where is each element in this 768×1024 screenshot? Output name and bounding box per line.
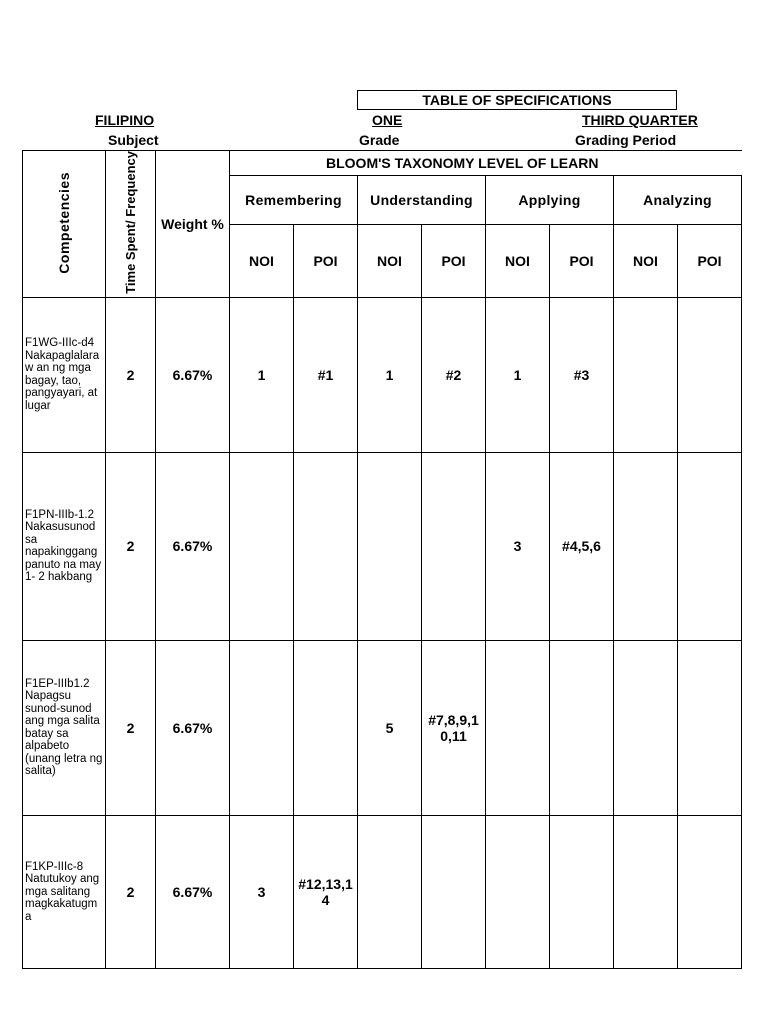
competency-cell: F1KP-IIIc-8 Natutukoy ang mga salitang magkakatugm a bbox=[23, 815, 106, 968]
poi-header: POI bbox=[294, 225, 358, 298]
understanding-noi-cell: 1 bbox=[358, 297, 422, 452]
analyzing-poi-cell bbox=[678, 640, 742, 815]
noi-header: NOI bbox=[230, 225, 294, 298]
time-cell: 2 bbox=[106, 815, 156, 968]
weight-cell: 6.67% bbox=[156, 815, 230, 968]
poi-header: POI bbox=[550, 225, 614, 298]
remembering-poi-cell: #12,13,1 4 bbox=[294, 815, 358, 968]
weight-cell: 6.67% bbox=[156, 452, 230, 640]
applying-poi-cell bbox=[550, 640, 614, 815]
level-understanding: Understanding bbox=[358, 176, 486, 225]
time-spent-header: Time Spent/ Frequency bbox=[122, 151, 138, 294]
time-header-cell bbox=[106, 151, 156, 298]
document-title: TABLE OF SPECIFICATIONS bbox=[357, 90, 677, 110]
noi-header: NOI bbox=[614, 225, 678, 298]
table-row bbox=[23, 452, 742, 640]
applying-noi-cell: 1 bbox=[486, 297, 550, 452]
noi-header: NOI bbox=[358, 225, 422, 298]
level-applying: Applying bbox=[486, 176, 614, 225]
grading-period-value: THIRD QUARTER bbox=[582, 112, 698, 128]
remembering-poi-cell: #1 bbox=[294, 297, 358, 452]
subject-value: FILIPINO bbox=[95, 112, 155, 128]
specifications-table bbox=[22, 150, 742, 969]
applying-poi-cell: #4,5,6 bbox=[550, 452, 614, 640]
understanding-noi-cell bbox=[358, 815, 422, 968]
remembering-noi-cell: 1 bbox=[230, 297, 294, 452]
understanding-poi-cell bbox=[422, 815, 486, 968]
time-cell: 2 bbox=[106, 640, 156, 815]
remembering-noi-cell bbox=[230, 640, 294, 815]
level-remembering: Remembering bbox=[230, 176, 358, 225]
competency-cell: F1WG-IIIc-d4 Nakapaglalara w an ng mga bagay, tao, pangyayari, at lugar bbox=[23, 297, 106, 452]
table-row bbox=[23, 815, 742, 968]
applying-poi-cell: #3 bbox=[550, 297, 614, 452]
competencies-header: Competencies bbox=[56, 171, 72, 274]
table-row bbox=[23, 297, 742, 452]
remembering-poi-cell bbox=[294, 640, 358, 815]
understanding-noi-cell: 5 bbox=[358, 640, 422, 815]
analyzing-noi-cell bbox=[614, 297, 678, 452]
weight-cell: 6.67% bbox=[156, 640, 230, 815]
applying-noi-cell: 3 bbox=[486, 452, 550, 640]
competency-cell: F1PN-IIIb-1.2 Nakasusunod sa napakinggang panuto na may 1- 2 hakbang bbox=[23, 452, 106, 640]
analyzing-noi-cell bbox=[614, 452, 678, 640]
time-cell: 2 bbox=[106, 297, 156, 452]
weight-cell: 6.67% bbox=[156, 297, 230, 452]
understanding-poi-cell: #2 bbox=[422, 297, 486, 452]
level-analyzing: Analyzing bbox=[614, 176, 742, 225]
applying-noi-cell bbox=[486, 640, 550, 815]
grading-period-label: Grading Period bbox=[575, 132, 677, 148]
competency-cell: F1EP-IIIb1.2 Napagsu sunod-sunod ang mga salita batay sa alpabeto (unang letra ng salita) bbox=[23, 640, 106, 815]
subject-label: Subject bbox=[108, 132, 159, 148]
analyzing-poi-cell bbox=[678, 297, 742, 452]
analyzing-noi-cell bbox=[614, 815, 678, 968]
poi-header: POI bbox=[422, 225, 486, 298]
table-row bbox=[23, 640, 742, 815]
grade-label: Grade bbox=[359, 132, 400, 148]
remembering-noi-cell: 3 bbox=[230, 815, 294, 968]
understanding-poi-cell: #7,8,9,1 0,11 bbox=[422, 640, 486, 815]
applying-poi-cell bbox=[550, 815, 614, 968]
time-cell: 2 bbox=[106, 452, 156, 640]
competencies-header-cell bbox=[23, 151, 106, 298]
understanding-poi-cell bbox=[422, 452, 486, 640]
noi-header: NOI bbox=[486, 225, 550, 298]
analyzing-poi-cell bbox=[678, 815, 742, 968]
weight-header: Weight % bbox=[156, 151, 230, 298]
remembering-poi-cell bbox=[294, 452, 358, 640]
understanding-noi-cell bbox=[358, 452, 422, 640]
poi-header: POI bbox=[678, 225, 742, 298]
applying-noi-cell bbox=[486, 815, 550, 968]
remembering-noi-cell bbox=[230, 452, 294, 640]
grade-value: ONE bbox=[372, 112, 403, 128]
analyzing-noi-cell bbox=[614, 640, 678, 815]
bloom-taxonomy-header: BLOOM'S TAXONOMY LEVEL OF LEARN bbox=[230, 151, 742, 176]
analyzing-poi-cell bbox=[678, 452, 742, 640]
